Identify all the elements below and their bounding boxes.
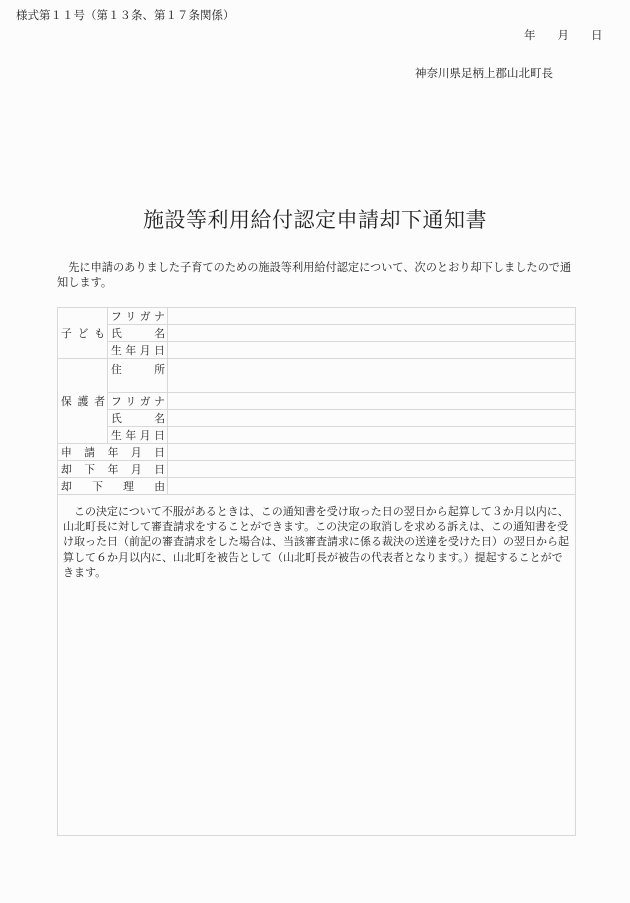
child-birthdate-label: 生 年 月 日 (111, 343, 165, 357)
divider (107, 341, 576, 342)
form-number: 様式第１１号（第１３条、第１７条関係） (16, 8, 235, 22)
guardian-birthdate-label: 生 年 月 日 (111, 428, 165, 442)
child-group-label: 子 ど も (61, 327, 105, 340)
divider (58, 494, 576, 495)
date-day: 日 (591, 28, 603, 42)
divider (107, 324, 576, 325)
rejection-reason-label: 却 下 理 由 (61, 479, 165, 493)
notice-table (57, 307, 576, 836)
guardian-group-label: 保 護 者 (61, 394, 105, 408)
child-furigana-label: フ リ ガ ナ (111, 309, 165, 323)
date-year: 年 (524, 28, 536, 42)
rejection-date-label: 却 下 年 月 日 (61, 462, 165, 476)
date-line (524, 27, 603, 43)
divider (107, 392, 576, 393)
divider (107, 426, 576, 427)
document-title: 施設等利用給付認定申請却下通知書 (143, 208, 487, 232)
issuer: 神奈川県足柄上郡山北町長 (415, 66, 553, 80)
divider (107, 409, 576, 410)
guardian-name-label: 氏 名 (111, 411, 165, 425)
guardian-furigana-label: フ リ ガ ナ (111, 394, 165, 408)
divider (167, 308, 168, 494)
guardian-address-label: 住 所 (111, 362, 165, 376)
application-date-label: 申 請 年 月 日 (61, 445, 165, 459)
divider (107, 308, 108, 443)
child-name-label: 氏 名 (111, 326, 165, 340)
appeal-notice: この決定について不服があるときは、この通知書を受け取った日の翌日から起算して３か月以内に、山北町長に対して審査請求をすることができます。この決定の取消しを求める訴えは、この通知書を受け取った日（前記の審査請求をした場合は、当該審査請求に係る裁決の送達を受けた日）の翌日から起算して６か月以内に、山北町を被告として（山北町長が被告の代表者となります。）提起することができます。 (63, 505, 569, 579)
date-month: 月 (557, 28, 569, 42)
intro-text: 先に申請のありました子育てのための施設等利用給付認定について、次のとおり却下しましたので通知します。 (57, 261, 572, 289)
